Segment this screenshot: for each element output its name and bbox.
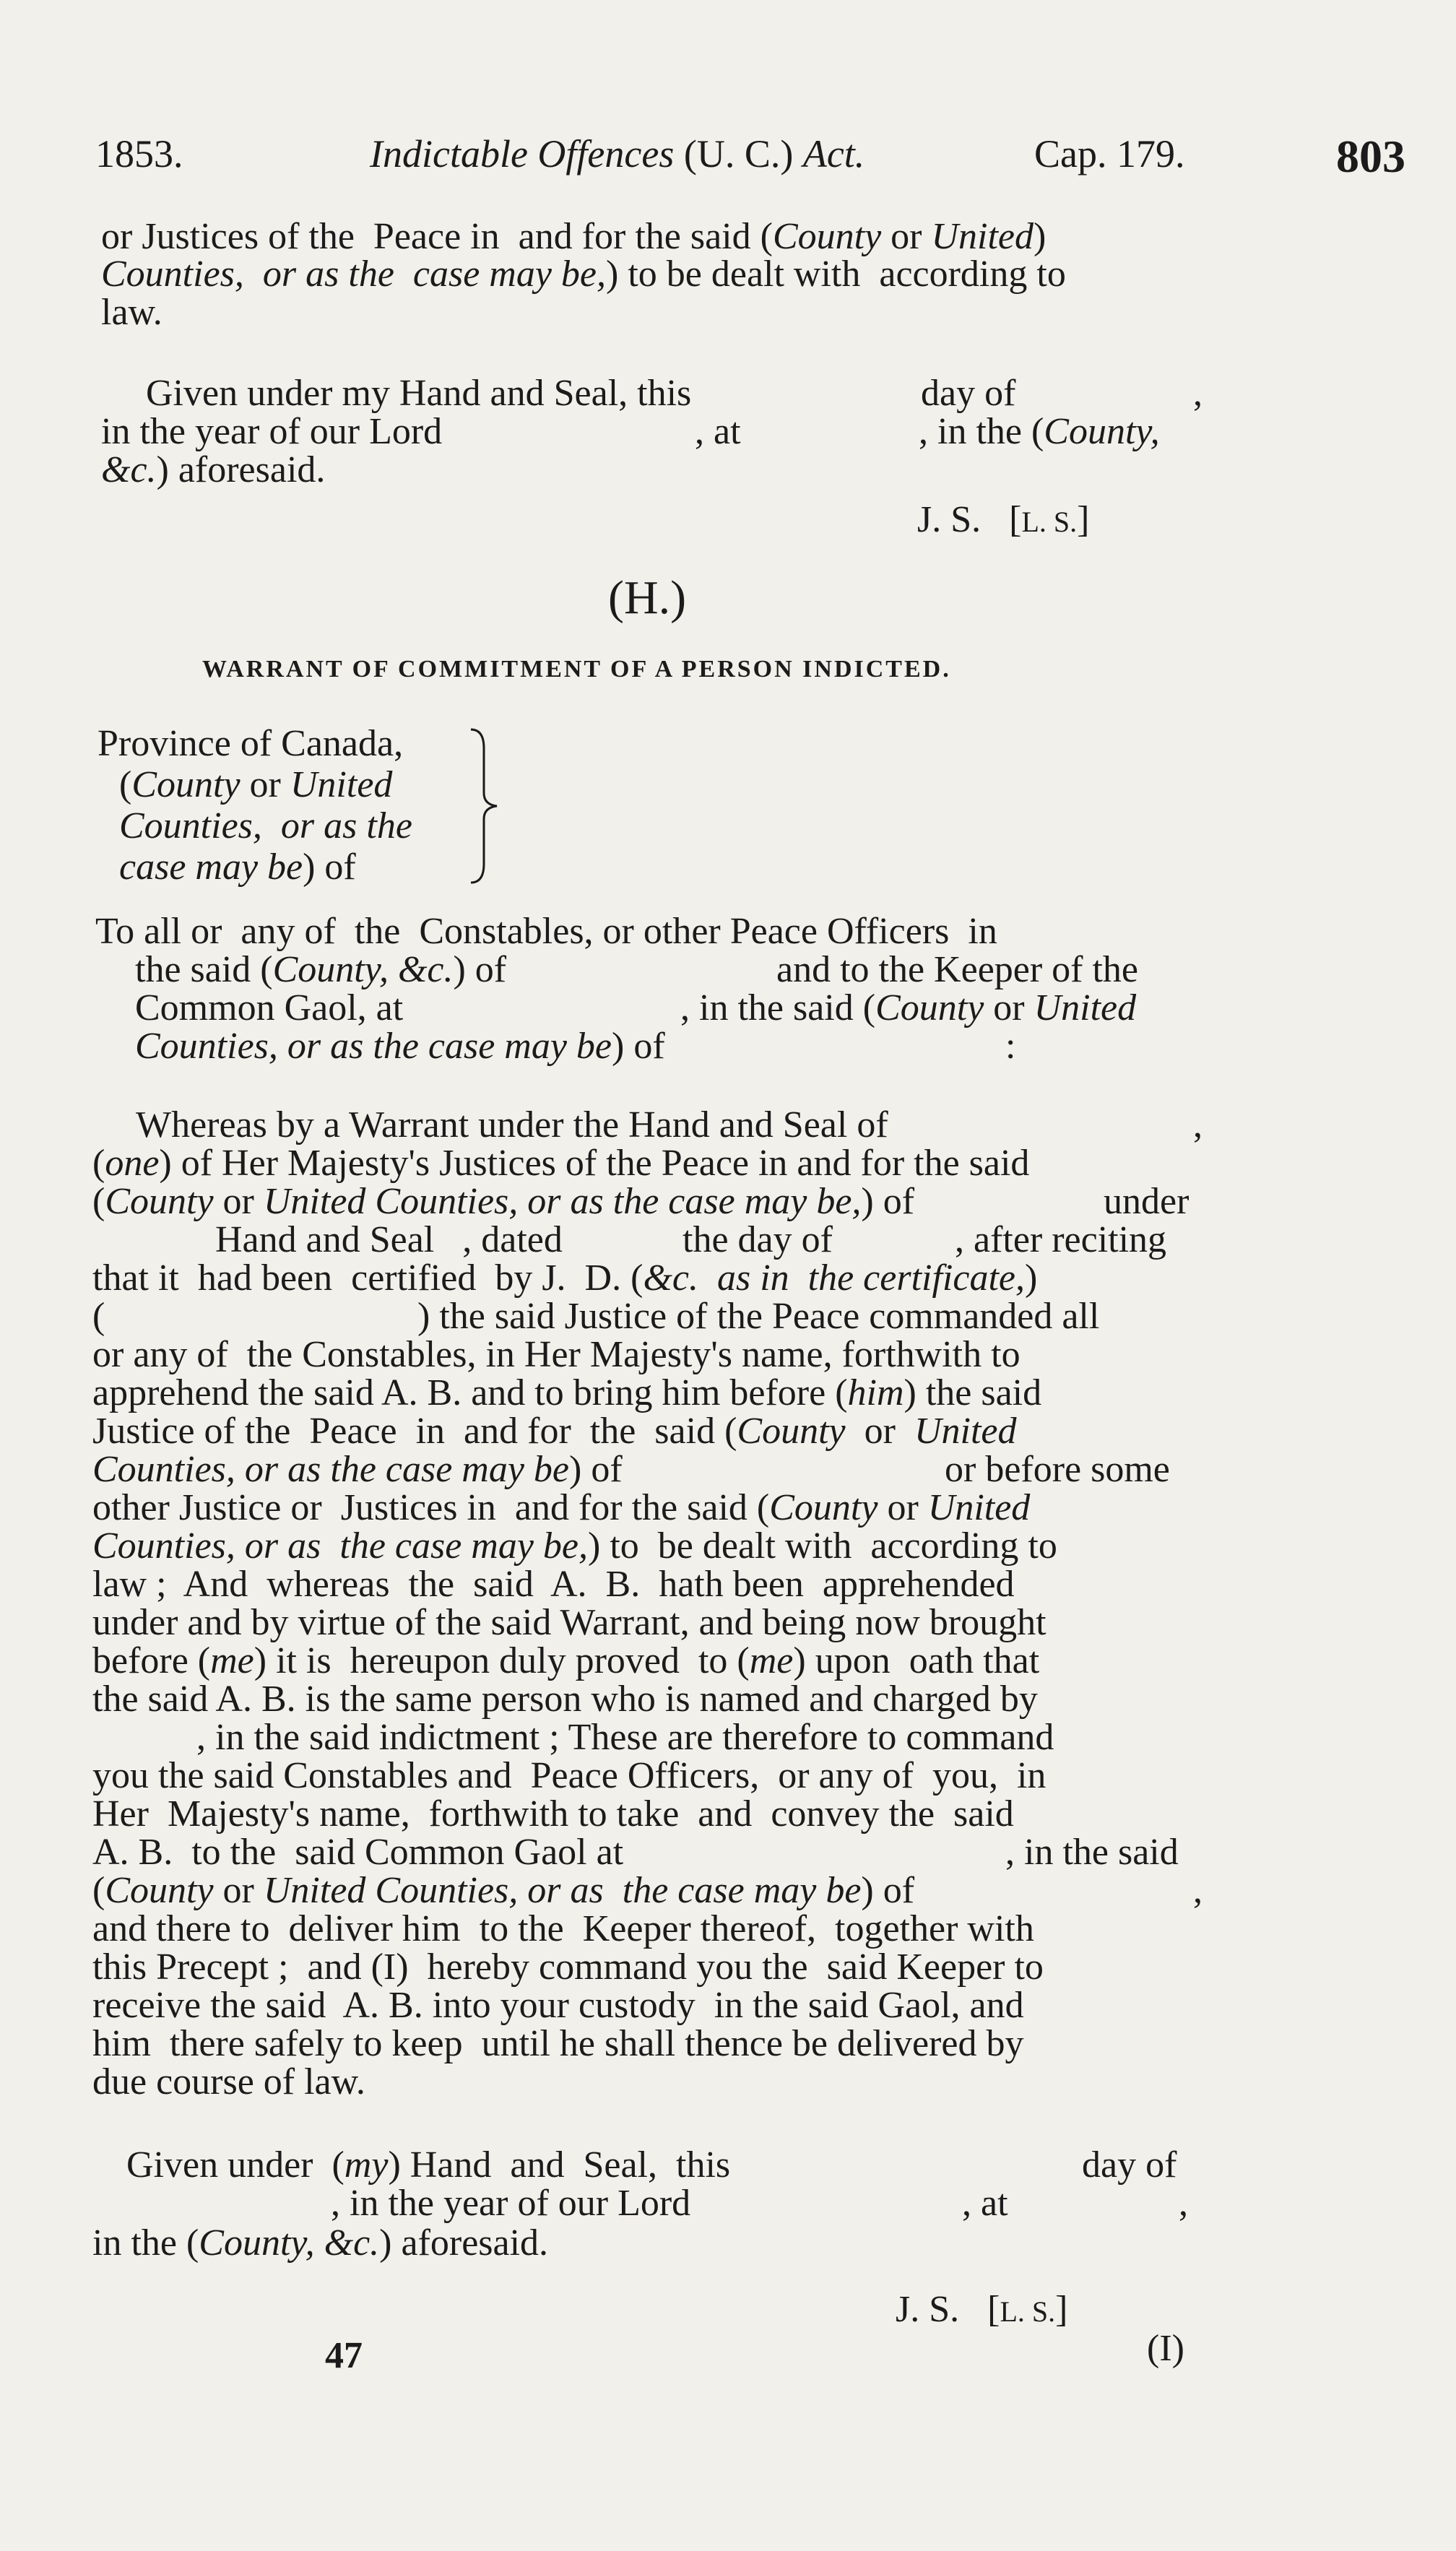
text-line: , at xyxy=(695,411,741,452)
text-line: or before some xyxy=(945,1449,1170,1490)
text-line: law. xyxy=(101,292,162,333)
text-line: Given under my Hand and Seal, this xyxy=(146,373,692,414)
text-line: Common Gaol, at xyxy=(135,987,404,1028)
text-line: the day of xyxy=(682,1219,833,1260)
text-line: (County or United Counties, or as the case may be,) of xyxy=(92,1181,915,1222)
text-line: day of xyxy=(1082,2144,1177,2186)
text-line: , after reciting xyxy=(955,1219,1167,1260)
text-line: due course of law. xyxy=(92,2061,365,2102)
text-line: in the (County, &c.) aforesaid. xyxy=(92,2222,549,2264)
text-line: day of xyxy=(921,373,1016,414)
text-line: Given under (my) Hand and Seal, this xyxy=(126,2144,731,2186)
text-line: , xyxy=(1193,1104,1202,1145)
text-line: the said A. B. is the same person who is named and charged by xyxy=(92,1679,1038,1720)
text-line: ) the said Justice of the Peace commanded all xyxy=(417,1296,1100,1337)
text-line: that it had been certified by J. D. (&c. as in the certificate,) xyxy=(92,1257,1038,1299)
text-line: or any of the Constables, in Her Majesty's name, forthwith to xyxy=(92,1334,1020,1375)
text-line: , in the year of our Lord xyxy=(331,2183,691,2224)
running-header-year: 1853. xyxy=(95,132,183,176)
text-line: , at xyxy=(962,2183,1008,2224)
venue-line: Counties, or as the xyxy=(119,805,412,846)
text-line: , in the said xyxy=(1005,1832,1179,1873)
signature: J. S. [L. S.] xyxy=(917,499,1090,540)
text-line: To all or any of the Constables, or other Peace Officers in xyxy=(95,911,997,952)
text-line: Hand and Seal , dated xyxy=(215,1219,563,1260)
text-line: and there to deliver him to the Keeper thereof, together with xyxy=(92,1908,1034,1949)
text-line: or Justices of the Peace in and for the said (County or United) xyxy=(101,216,1046,257)
venue-line: Province of Canada, xyxy=(98,723,404,764)
text-line: Counties, or as the case may be,) to be dealt with according to xyxy=(92,1525,1057,1567)
venue-line: case may be) of xyxy=(119,846,356,888)
text-line: law ; And whereas the said A. B. hath been apprehended xyxy=(92,1564,1015,1605)
text-line: the said (County, &c.) of xyxy=(135,949,507,990)
text-line: before (me) it is hereupon duly proved to (me) upon oath that xyxy=(92,1640,1040,1681)
text-line: , xyxy=(1179,2183,1188,2224)
text-line: (County or United Counties, or as the case may be) of xyxy=(92,1870,915,1911)
page-number: 803 xyxy=(1336,131,1405,182)
text-line: under xyxy=(1104,1181,1190,1222)
text-line: in the year of our Lord xyxy=(101,411,443,452)
text-line: Counties, or as the case may be) of xyxy=(135,1026,665,1067)
signature: J. S. [L. S.] xyxy=(896,2289,1068,2330)
text-line: under and by virtue of the said Warrant, and being now brought xyxy=(92,1602,1046,1643)
text-line: , xyxy=(1193,1870,1202,1911)
text-line: (one) of Her Majesty's Justices of the Peace in and for the said xyxy=(92,1143,1030,1184)
text-line: Counties, or as the case may be,) to be dealt with according to xyxy=(101,254,1066,295)
text-line: Justice of the Peace in and for the said (County or United xyxy=(92,1411,1017,1452)
text-line: ( xyxy=(92,1296,105,1337)
text-line: Counties, or as the case may be) of xyxy=(92,1449,623,1490)
text-line: , in the (County, xyxy=(919,411,1160,452)
text-line: receive the said A. B. into your custody in the said Gaol, and xyxy=(92,1985,1024,2026)
running-header-title: Indictable Offences (U. C.) Act. xyxy=(370,132,865,176)
venue-brace xyxy=(462,727,506,885)
text-line: and to the Keeper of the xyxy=(776,949,1139,990)
text-line: him there safely to keep until he shall thence be delivered by xyxy=(92,2023,1024,2064)
text-line: you the said Constables and Peace Officers, or any of you, in xyxy=(92,1755,1046,1796)
text-line: : xyxy=(1005,1026,1016,1067)
signature-mark: 47 xyxy=(325,2335,363,2376)
text-line: &c.) aforesaid. xyxy=(101,449,326,490)
text-line: Whereas by a Warrant under the Hand and Seal of xyxy=(136,1104,888,1145)
text-line: , xyxy=(1193,373,1202,414)
text-line: apprehend the said A. B. and to bring him before (him) the said xyxy=(92,1372,1042,1413)
running-header-cap: Cap. 179. xyxy=(1034,132,1185,176)
catchword: (I) xyxy=(1147,2328,1184,2369)
text-line: other Justice or Justices in and for the said (County or United xyxy=(92,1487,1031,1528)
venue-line: (County or United xyxy=(119,764,393,805)
form-label: (H.) xyxy=(608,571,687,624)
text-line: this Precept ; and (I) hereby command you the said Keeper to xyxy=(92,1946,1044,1988)
text-line: A. B. to the said Common Gaol at xyxy=(92,1832,624,1873)
text-line: , in the said indictment ; These are therefore to command xyxy=(196,1717,1054,1758)
form-heading: WARRANT OF COMMITMENT OF A PERSON INDICTED. xyxy=(202,656,951,683)
text-line: , in the said (County or United xyxy=(680,987,1137,1028)
text-line: Her Majesty's name, forthwith to take and convey the said xyxy=(92,1793,1014,1835)
